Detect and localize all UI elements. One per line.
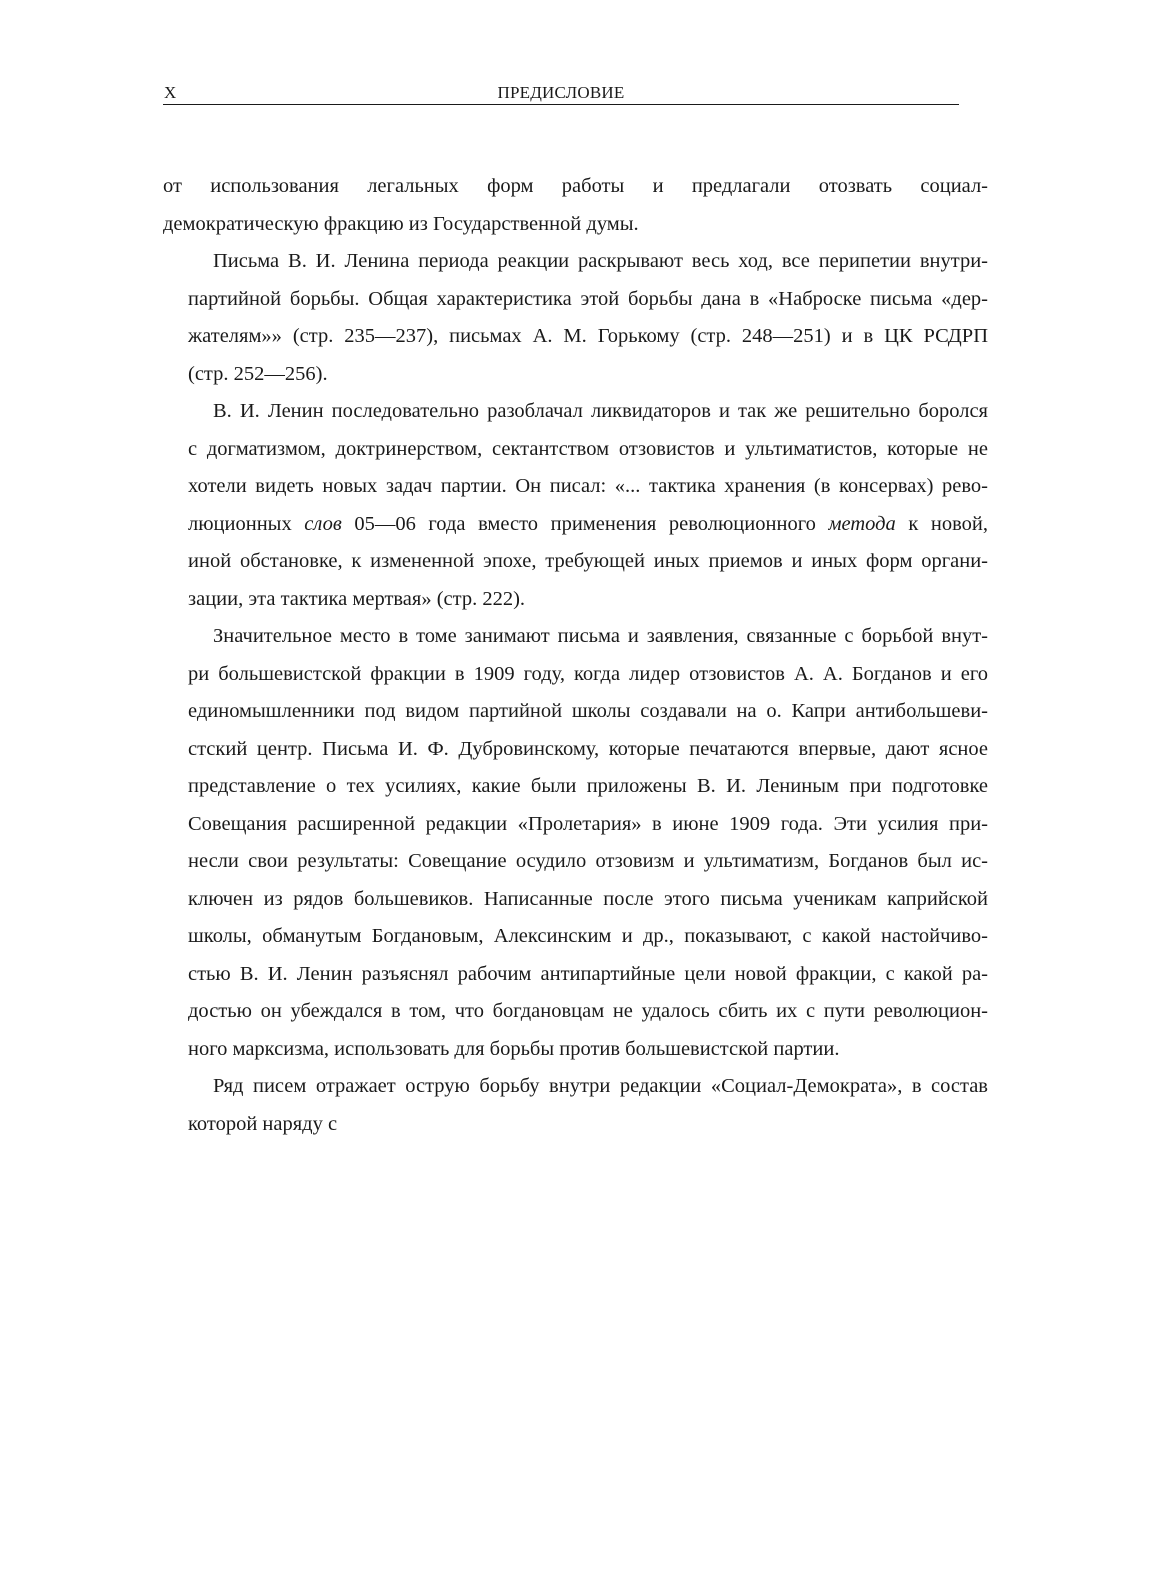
text-line: несли свои результаты: Совещание осудило отзовизм и ультиматизм, Богданов был ис-: [188, 850, 988, 872]
text-line: Письма В. И. Ленина периода реакции раскрывают весь ход, все перипетии внутри-: [213, 250, 988, 272]
paragraph-5: [163, 1068, 988, 1143]
text-line: хотели видеть новых задач партии. Он писал: «... тактика хранения (в консервах) рево-: [188, 475, 988, 497]
paragraph-1: [163, 168, 988, 243]
text-line: достью он убеждался в том, что богдановцам не удалось сбить их с пути революцион-: [188, 1000, 988, 1022]
text-line: от использования легальных форм работы и предлагали отозвать социал-: [163, 175, 988, 197]
italic-word: метода: [828, 512, 896, 535]
text-line: стский центр. Письма И. Ф. Дубровинскому, которые печатаются впервые, дают ясное: [188, 737, 988, 760]
italic-word: слов: [304, 512, 342, 535]
section-title: ПРЕДИСЛОВИЕ: [497, 83, 625, 102]
text-line: (стр. 252—256).: [188, 362, 328, 385]
running-head: [163, 82, 959, 105]
text-line: стью В. И. Ленин разъяснял рабочим антипартийные цели новой фракции, с какой ра-: [188, 962, 988, 985]
text-line: Значительное место в томе занимают письма и заявления, связанные с борьбой внут-: [213, 625, 988, 647]
paragraph-4: [163, 618, 988, 1068]
text-line: Совещания расширенной редакции «Пролетария» в июне 1909 года. Эти усилия при-: [188, 812, 988, 835]
text-line: [163, 506, 988, 544]
text-line: жателям»» (стр. 235—237), письмах А. М. Горькому (стр. 248—251) и в ЦК РСДРП: [188, 325, 988, 347]
text-run: люционных: [188, 512, 305, 535]
text-line: единомышленники под видом партийной школы создавали на о. Капри антибольшеви-: [188, 700, 988, 722]
paragraph-3: [163, 393, 988, 618]
page-number: X: [164, 83, 177, 102]
paragraph-2: [163, 243, 988, 393]
text-line: зации, эта тактика мертвая» (стр. 222).: [188, 587, 526, 610]
text-run: 05—06 года вместо применения революционного: [341, 512, 829, 535]
body-text: [163, 168, 988, 1143]
text-line: демократическую фракцию из Государственной думы.: [163, 212, 639, 235]
text-line: представление о тех усилиях, какие были приложены В. И. Лениным при подготовке: [188, 775, 988, 797]
text-line: партийной борьбы. Общая характеристика этой борьбы дана в «Наброске письма «дер-: [188, 287, 988, 310]
text-line: ного марксизма, использовать для борьбы против большевистской партии.: [188, 1037, 840, 1060]
text-line: иной обстановке, к измененной эпохе, требующей иных приемов и иных форм органи-: [188, 550, 988, 572]
text-line: ключен из рядов большевиков. Написанные после этого письма ученикам каприйской: [188, 887, 988, 910]
text-line: ри большевистской фракции в 1909 году, когда лидер отзовистов А. А. Богданов и его: [188, 662, 988, 685]
text-line: с догматизмом, доктринерством, сектантством отзовистов и ультиматистов, которые не: [188, 437, 988, 460]
text-line: В. И. Ленин последовательно разоблачал ликвидаторов и так же решительно боролся: [213, 400, 988, 422]
text-line: Ряд писем отражает острую борьбу внутри редакции «Социал-Демократа», в состав: [213, 1075, 988, 1097]
text-run: к новой,: [895, 512, 989, 535]
text-line: школы, обманутым Богдановым, Алексинским и др., показывают, с какой настойчиво-: [188, 925, 988, 947]
text-line: которой наряду с: [188, 1112, 338, 1135]
